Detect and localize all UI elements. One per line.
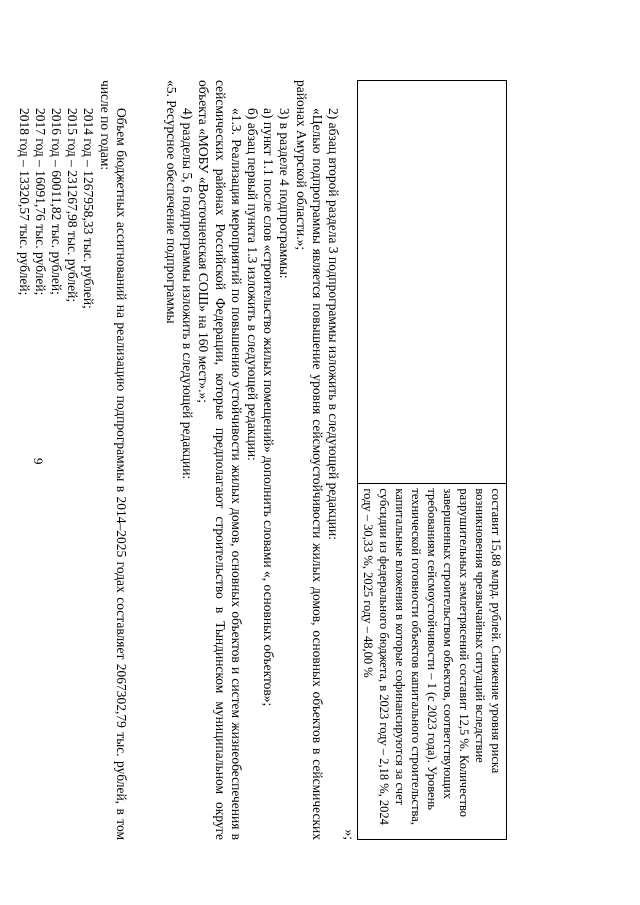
- spacer: [129, 80, 163, 840]
- list-item: 2018 год – 13320,57 тыс. рублей;: [16, 108, 32, 296]
- paragraph: «1.3. Реализация мероприятий по повышению устойчивости жилых домов, основных объектов и систем жизнеобеспечения в сейсмических районах Российской Федерации, которые предполагают строительство в Тындинском муниципальном округе объекта «МОБУ «Восточненская СОШ» на 160 мест».»;: [196, 80, 244, 840]
- list-item: 2017 год – 16091,76 тыс. рублей;: [32, 108, 48, 296]
- paragraph: 4) разделы 5, 6 подпрограммы изложить в следующей редакции:: [180, 108, 196, 480]
- paragraph: а) пункт 1.1 после слов «строительство жилых помещений» дополнить словами «, основных объектов»;: [261, 108, 277, 707]
- section-heading: «5. Ресурсное обеспечение подпрограммы: [163, 80, 179, 324]
- paragraph: «Целью подпрограммы является повышение уровня сейсмоустойчивости жилых домов, основных объектов в сейсмических районах Амурской области.»;: [293, 80, 325, 840]
- document-body: [15, 80, 341, 840]
- paragraph: 3) в разделе 4 подпрограммы:: [277, 108, 293, 279]
- rotated-page-content: [15, 80, 507, 840]
- list-item: 2016 год – 60011,82 тыс. рублей;: [48, 108, 64, 295]
- table-text-cell: составит 15,88 млрд. рублей. Снижение уровня риска возникновения чрезвычайных ситуаций вследствие разрушительных землетрясений составит 12,5 %. Количество завершенных строительством объектов, соответствующих требованиям сейсмоустойчивости – 1 (с 2023 года). Уровень технической готовности объектов капитального строительства, капитальные вложения в которые софинансируются за счет субсидии из федерального бюджета, в 2023 году – 2,18 %, 2024 году – 30,33 %, 2025 году – 48,00 %: [358, 484, 507, 840]
- page-number: 9: [31, 458, 46, 465]
- list-item: 2015 год – 231267,98 тыс. рублей;: [65, 108, 81, 303]
- table-row: [358, 81, 507, 840]
- paragraph: б) абзац первый пункта 1.3 изложить в следующей редакции:: [244, 108, 260, 461]
- table-empty-cell: [358, 81, 507, 484]
- closing-quote: »;: [342, 829, 357, 840]
- paragraph: Объем бюджетных ассигнований на реализацию подпрограммы в 2014–2025 годах составляет 2067302,79 тыс. рублей, в том числе по годам:: [97, 80, 129, 840]
- paragraph: 2) абзац второй раздела 3 подпрограммы изложить в следующей редакции:: [326, 108, 341, 541]
- program-table: [357, 80, 507, 840]
- list-item: 2014 год – 1267958,33 тыс. рублей;: [81, 108, 97, 309]
